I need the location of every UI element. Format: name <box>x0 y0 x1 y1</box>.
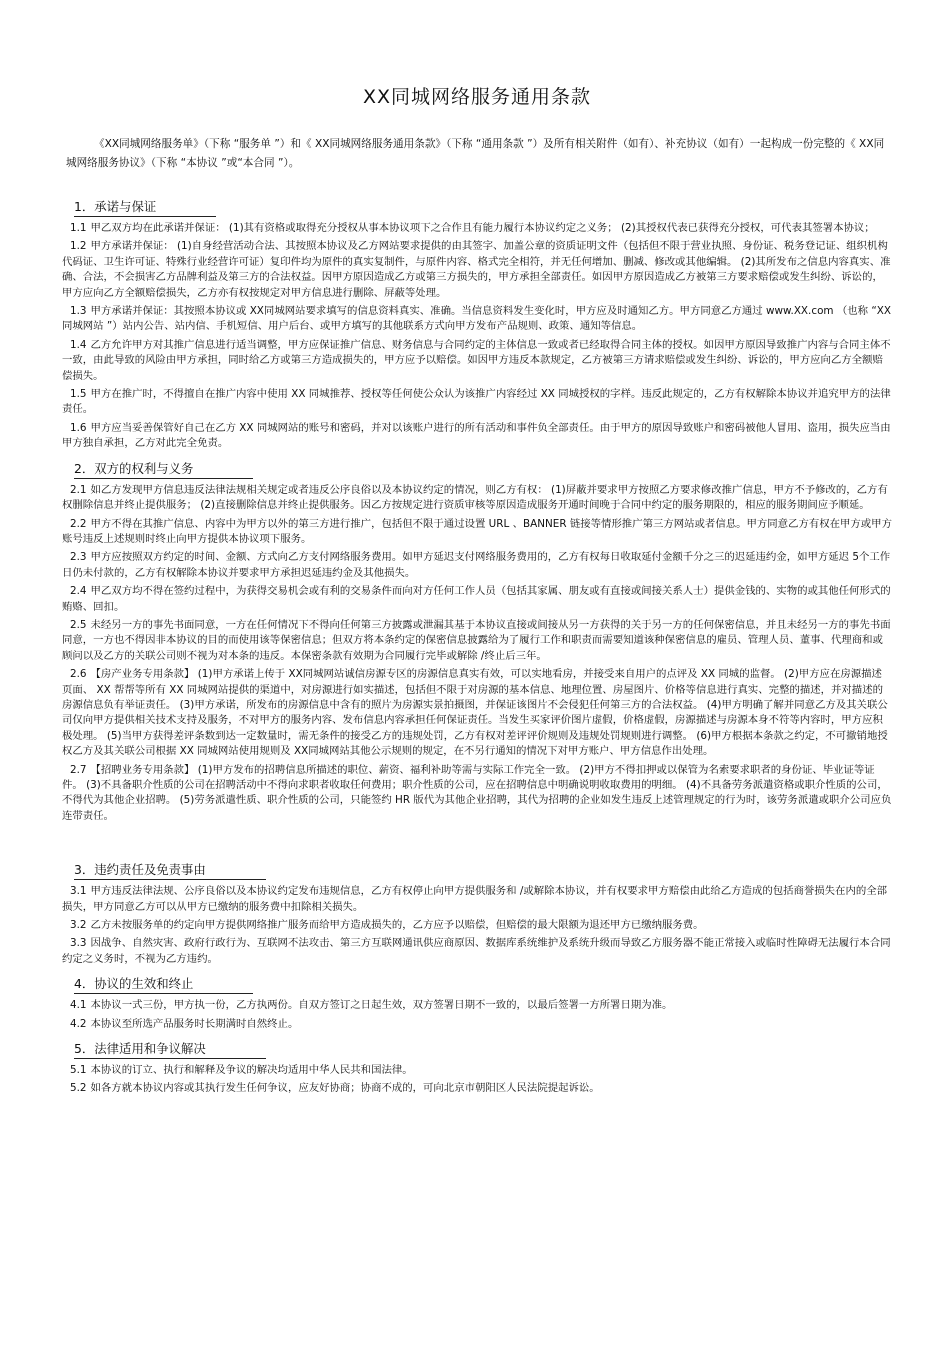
document-intro: 《XX同城网络服务单》（下称 “服务单 ”）和《 XX同城网络服务通用条款》（下称 “通用条款 ”）及所有相关附件（如有）、补充协议（如有）一起构成一份完整的《 XX同城网络服务协议》（下称 “本协议 ”或“本合同 ”）。 <box>66 138 885 169</box>
clause-text: 甲方不得在其推广信息、内容中为甲方以外的第三方进行推广，包括但不限于通过设置 URL 、BANNER 链接等情形推广第三方网站或者信息。甲方同意乙方有权在甲方或甲方账号违反上述规则时终止向甲方提供本协议项下服务。 <box>62 517 892 545</box>
clause-2-1 <box>62 483 892 514</box>
section-heading: 1．承诺与保证 <box>74 199 216 217</box>
clause-2-2 <box>62 517 892 548</box>
section-2 <box>62 455 892 825</box>
clause-text: 本协议至所选产品服务时长期满时自然终止。 <box>90 1017 299 1030</box>
clause-text: 甲乙双方均不得在签约过程中，为获得交易机会或有利的交易条件而向对方任何工作人员（包括其家属、朋友或有直接或间接关系人士）提供金钱的、实物的或其他任何形式的贿赂、回扣。 <box>62 585 891 613</box>
clause-number: 4.1 <box>70 999 87 1012</box>
clause-text: 甲方承诺并保证：其按照本协议或 XX同城网站要求填写的信息资料真实、准确。当信息资料发生变化时，甲方应及时通知乙方。甲方同意乙方通过 www.XX.com （也称 “XX同城网站 ”）站内公告、站内信、手机短信、用户后台、或甲方填写的其他联系方式向甲方发布产品规则、政策、通知等信息。 <box>62 305 891 333</box>
section-5 <box>62 1035 892 1097</box>
section-1 <box>62 193 892 452</box>
clause-2-7 <box>62 763 892 825</box>
clause-3-2 <box>62 918 892 933</box>
document-page <box>62 72 892 1100</box>
clause-5-2 <box>62 1081 892 1096</box>
clause-1-2 <box>62 239 892 301</box>
clause-text: 甲方应当妥善保管好自己在乙方 XX 同城网站的账号和密码，并对以该账户进行的所有活动和事件负全部责任。由于甲方的原因导致账户和密码被他人冒用、盗用，损失应当由甲方独自承担，乙方对此完全免责。 <box>62 421 891 450</box>
clause-text: 甲方在推广时，不得擅自在推广内容中使用 XX 同城推荐、授权等任何使公众认为该推广内容经过 XX 同城授权的字样。违反此规定的，乙方有权解除本协议并追究甲方的法律责任。 <box>62 388 891 416</box>
clause-text: 如乙方发现甲方信息违反法律法规相关规定或者违反公序良俗以及本协议约定的情况，则乙方有权： (1)屏蔽并要求甲方按照乙方要求修改推广信息，甲方不予修改的，乙方有权删除信息并终止提供服务； (2)直接删除信息并终止提供服务。因乙方按规定进行资质审核等原因造成服务开通时间晚于合同中约定的服务期限的，相应的服务期间应予顺延。 <box>62 483 888 512</box>
section-heading: 5．法律适用和争议解决 <box>74 1041 266 1059</box>
clause-text: 甲方承诺并保证： (1)自身经营活动合法、其按照本协议及乙方网站要求提供的由其签字、加盖公章的资质证明文件（包括但不限于营业执照、身份证、税务登记证、组织机构代码证、卫生许可证、特殊行业经营许可证）复印件均为原件的真实复制件，与原件内容、格式完全相符，并无任何增加、删减、修改或其他编辑。 (2)其所发布之信息内容真实、准确、合法，不会损害乙方品牌利益及第三方的合法权益。因甲方原因造成乙方或第三方损失的，甲方承担全部责任。如因甲方原因造成乙方被第三方要求赔偿或发生纠纷、诉讼的，甲方应向乙方全额赔偿损失，乙方亦有权按规定对甲方信息进行删除、屏蔽等处理。 <box>62 240 891 299</box>
clause-text: 如各方就本协议内容或其执行发生任何争议，应友好协商；协商不成的，可向北京市朝阳区人民法院提起诉讼。 <box>90 1082 600 1095</box>
clause-2-3 <box>62 550 892 581</box>
clause-number: 1.5 <box>70 388 87 401</box>
clause-number: 4.2 <box>70 1017 87 1030</box>
clause-number: 3.2 <box>70 919 87 932</box>
clause-text: 甲方违反法律法规、公序良俗以及本协议约定发布违规信息，乙方有权停止向甲方提供服务和 /或解除本协议，并有权要求甲方赔偿由此给乙方造成的包括商誉损失在内的全部损失，甲方同意乙方可以从甲方已缴纳的服务费中扣除相关损失。 <box>62 885 888 913</box>
clause-number: 3.1 <box>70 885 87 898</box>
clause-text: 【招聘业务专用条款】 (1)甲方发布的招聘信息所描述的职位、薪资、福利补助等需与实际工作完全一致。 (2)甲方不得扣押或以保管为名索要求职者的身份证、毕业证等证件。 (3)不具备职介性质的公司在招聘活动中不得向求职者收取任何费用；职介性质的公司，应在招聘信息中明确说明收取费用的明细。 (4)不具备劳务派遣资格或职介性质的公司，不得代为其他企业招聘。 (5)劳务派遣性质、职介性质的公司，只能签约 HR 版代为其他企业招聘，其代为招聘的企业如发生违反上述管理规定的行为时，该劳务派遣或职介公司应负连带责任。 <box>62 763 892 822</box>
clause-number: 2.5 <box>70 618 87 631</box>
clause-number: 2.3 <box>70 551 87 564</box>
clause-text: 本协议的订立、执行和解释及争议的解决均适用中华人民共和国法律。 <box>90 1064 413 1077</box>
clause-text: 甲方应按照双方约定的时间、金额、方式向乙方支付网络服务费用。如甲方延迟支付网络服务费用的，乙方有权每日收取延付金额千分之三的迟延违约金，如甲方延迟 5个工作日仍未付款的，乙方有权解除本协议并要求甲方承担迟延违约金及其他损失。 <box>62 551 891 579</box>
section-heading: 2．双方的权利与义务 <box>74 461 253 479</box>
clause-number: 1.1 <box>70 222 87 234</box>
clause-number: 2.6 <box>70 668 87 681</box>
clause-number: 5.2 <box>70 1082 87 1095</box>
section-heading: 4．协议的生效和终止 <box>74 976 253 994</box>
clause-1-1 <box>62 221 892 236</box>
clause-4-1 <box>62 998 892 1013</box>
clause-2-4 <box>62 584 892 615</box>
clause-4-2 <box>62 1017 892 1032</box>
section-heading: 3．违约责任及免责事由 <box>74 862 266 880</box>
clause-text: 【房产业务专用条款】 (1)甲方承诺上传于 XX同城网站诚信房源专区的房源信息真实有效，可以实地看房，并接受来自用户的点评及 XX 同城的监督。 (2)甲方应在房源描述页面、 XX 帮帮等所有 XX 同城网站提供的渠道中，对房源进行如实描述，包括但不限于对房源的基本信息、地理位置、房屋图片、价格等信息进行真实、完整的描述，并对描述的房源信息负有举证责任。 (3)甲方承诺，所发布的房源信息中含有的照片为房源实景拍摄图，并保证该图片不会侵犯任何第三方的合法权益。 (4)甲方明确了解并同意乙方及其关联公司仅向甲方提供相关技术支持及服务，不对甲方的服务内容、发布信息内容承担任何保证责任。当发生买家评价图片虚假，价格虚假，房源描述与房源本身不符等内容时，甲方应积极处理。 (5)当甲方获得差评条数到达一定数量时，需无条件的接受乙方的违规处罚，乙方有权对差评评价规则及违规处罚规则进行调整。 (6)甲方根据本条款之约定，不可撤销地授权乙方及其关联公司根据 XX 同城网站使用规则及 XX同城网站其他公示规则的规定，在不另行通知的情况下对甲方账户、甲方信息作出处理。 <box>62 668 888 758</box>
clause-1-3 <box>62 304 892 335</box>
clause-number: 2.2 <box>70 517 87 530</box>
clause-number: 2.1 <box>70 483 87 496</box>
clause-3-3 <box>62 936 892 967</box>
clause-1-6 <box>62 421 892 452</box>
clause-number: 2.4 <box>70 585 87 598</box>
document-title: XX同城网络服务通用条款 <box>362 86 592 108</box>
clause-number: 1.3 <box>70 305 87 318</box>
clause-text: 本协议一式三份，甲方执一份，乙方执两份。自双方签订之日起生效，双方签署日期不一致的，以最后签署一方所署日期为准。 <box>90 999 673 1012</box>
clause-text: 乙方允许甲方对其推广信息进行适当调整，甲方应保证推广信息、财务信息与合同约定的主体信息一致或者已经取得合同主体的授权。如因甲方原因导致推广内容与合同主体不一致，由此导致的风险由甲方承担，同时给乙方或第三方造成损失的，甲方应予以赔偿。如因甲方违反本款规定，乙方被第三方请求赔偿或发生纠纷、诉讼的，甲方应向乙方全额赔偿损失。 <box>62 338 891 382</box>
clause-number: 1.2 <box>70 240 87 253</box>
clause-2-5 <box>62 618 892 664</box>
section-3 <box>62 856 892 967</box>
clause-number: 1.6 <box>70 421 87 434</box>
clause-number: 1.4 <box>70 338 87 351</box>
clause-text: 甲乙双方均在此承诺并保证： (1)其有资格或取得充分授权从事本协议项下之合作且有能力履行本协议约定之义务； (2)其授权代表已获得充分授权，可代表其签署本协议； <box>90 222 875 234</box>
clause-2-6 <box>62 667 892 759</box>
clause-text: 乙方未按服务单的约定向甲方提供网络推广服务而给甲方造成损失的，乙方应予以赔偿，但赔偿的最大限额为退还甲方已缴纳服务费。 <box>90 919 704 932</box>
clause-number: 5.1 <box>70 1064 87 1077</box>
clause-number: 3.3 <box>70 937 87 950</box>
clause-5-1 <box>62 1063 892 1078</box>
clause-1-5 <box>62 387 892 418</box>
clause-text: 未经另一方的事先书面同意，一方在任何情况下不得向任何第三方披露或泄漏其基于本协议直接或间接从另一方获得的关于另一方的任何保密信息，并且未经另一方的事先书面同意，一方也不得因非本协议的目的而使用该等保密信息；但双方将本条约定的保密信息披露给为了履行工作和职责而需要知道该种保密信息的雇员、管理人员、董事、代理商和或顾问以及乙方的关联公司则不视为对本条的违反。本保密条款有效期为合同履行完毕或解除 /终止后三年。 <box>62 618 891 662</box>
clause-3-1 <box>62 884 892 915</box>
clause-number: 2.7 <box>70 763 87 776</box>
clause-1-4 <box>62 338 892 384</box>
section-4 <box>62 970 892 1032</box>
clause-text: 因战争、自然灾害、政府行政行为、互联网不法攻击、第三方互联网通讯供应商原因、数据库系统维护及系统升级而导致乙方服务器不能正常接入或临时性障碍无法履行本合同约定之义务时，不视为乙方违约。 <box>62 937 891 965</box>
